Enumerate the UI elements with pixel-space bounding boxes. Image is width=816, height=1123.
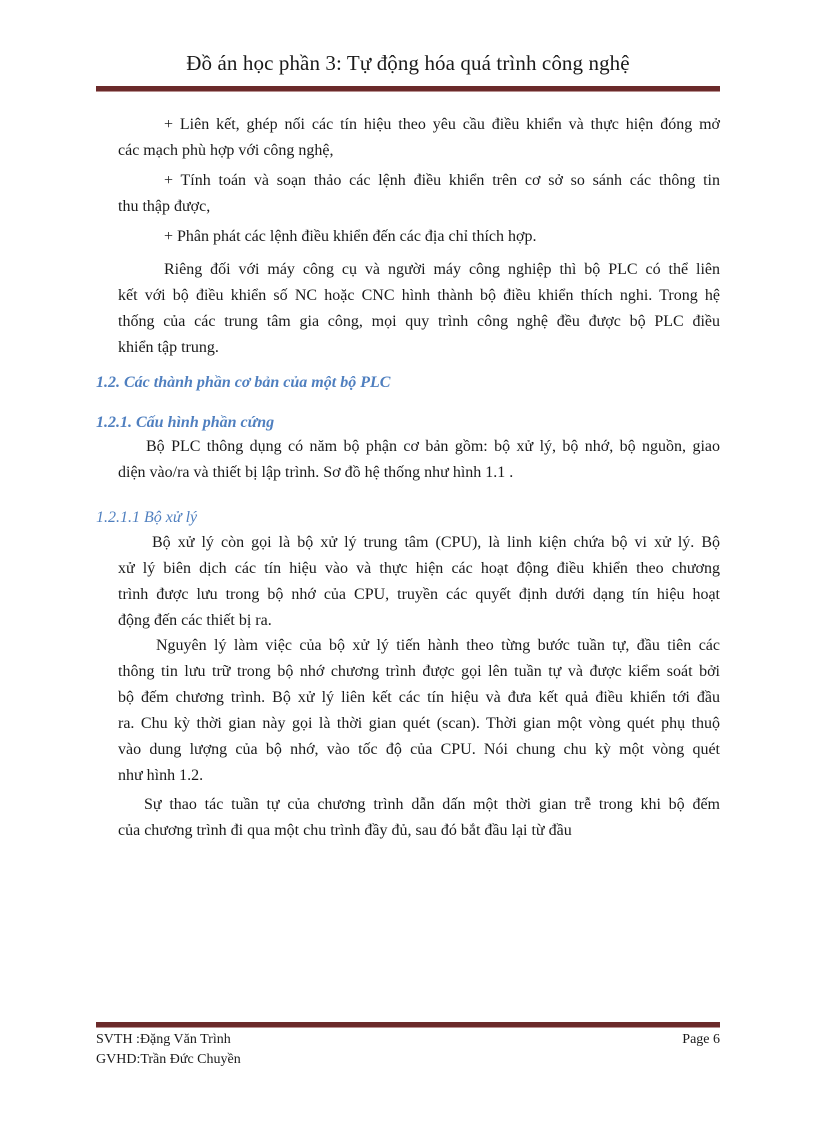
bullet-2 [96,168,720,220]
para1-line-3: thống của các trung tâm gia công, mọi quy trình công nghệ đều được bộ PLC điều [118,313,720,330]
para5-line-2: của chương trình đi qua một chu trình đầy đủ, sau đó bắt đầu lại từ đầu [118,822,572,839]
paragraph-hardware-config [96,434,720,486]
para3-line-1: Bộ xử lý còn gọi là bộ xử lý trung tâm (CPU), là linh kiện chứa bộ vi xử lý. Bộ [152,534,720,551]
page-header-title: Đồ án học phần 3: Tự động hóa quá trình công nghệ [186,51,630,75]
bullet-2-line-1: + Tính toán và soạn thảo các lệnh điều khiển trên cơ sở so sánh các thông tin [164,172,720,189]
para5-line-1: Sự thao tác tuần tự của chương trình dẫn dấn một thời gian trễ trong khi bộ đếm [144,796,720,813]
bullet-2-line-2: thu thập được, [118,198,211,215]
paragraph-cpu [96,530,720,634]
bullet-3-line-1: + Phân phát các lệnh điều khiển đến các địa chỉ thích hợp. [164,228,537,245]
bullet-1-line-2: các mạch phù hợp với công nghệ, [118,142,334,159]
section-heading-1-2-1: 1.2.1. Cấu hình phần cứng [96,414,275,431]
para1-line-4: khiển tập trung. [118,339,219,356]
paragraph-plc-machine-tools [96,257,720,361]
para1-line-1: Riêng đối với máy công cụ và người máy công nghiệp thì bộ PLC có thể liên [164,261,720,278]
para3-line-4: động đến các thiết bị ra. [118,612,272,629]
footer-page-number: Page 6 [682,1032,720,1047]
bullet-3 [96,224,720,250]
paragraph-sequential-operation [96,792,720,844]
para3-line-3: trình được lưu trong bộ nhớ của CPU, truyền các quyết định dưới dạng tín hiệu hoạt [118,586,720,603]
footer-divider [96,1022,720,1028]
header-divider [96,86,720,92]
footer-student: SVTH :Đặng Văn Trình [96,1032,231,1047]
para4-line-1: Nguyên lý làm việc của bộ xử lý tiến hành theo từng bước tuần tự, đầu tiên các [156,637,720,654]
para4-line-4: ra. Chu kỳ thời gian này gọi là thời gian quét (scan). Thời gian một vòng quét phụ thuộ [118,715,720,732]
section-heading-1-2: 1.2. Các thành phần cơ bản của một bộ PLC [96,374,391,391]
para4-line-3: bộ đếm chương trình. Bộ xử lý liên kết các tín hiệu và đưa kết quả điều khiển tới đầu [118,689,720,706]
bullet-1-line-1: + Liên kết, ghép nối các tín hiệu theo yêu cầu điều khiển và thực hiện đóng mở [164,116,720,133]
para2-line-2: diện vào/ra và thiết bị lập trình. Sơ đồ hệ thống như hình 1.1 . [118,464,514,481]
para1-line-2: kết với bộ điều khiển số NC hoặc CNC hình thành bộ điều khiển thích nghi. Trong hệ [118,287,720,304]
bullet-1 [96,112,720,164]
para4-line-5: vào dung lượng của bộ nhớ, vào tốc độ của CPU. Nói chung chu kỳ một vòng quét [118,741,720,758]
para3-line-2: xử lý biên dịch các tín hiệu vào và thực hiện các hoạt động điều khiển theo chương [118,560,720,577]
section-heading-1-2-1-1: 1.2.1.1 Bộ xử lý [96,509,198,526]
para4-line-6: như hình 1.2. [118,767,204,784]
para4-line-2: thông tin lưu trữ trong bộ nhớ chương trình được gọi lên tuần tự và được kiểm soát bởi [118,663,720,680]
paragraph-working-principle [96,633,720,789]
footer-supervisor: GVHD:Trần Đức Chuyền [96,1052,241,1067]
para2-line-1: Bộ PLC thông dụng có năm bộ phận cơ bản gồm: bộ xử lý, bộ nhớ, bộ nguồn, giao [146,438,720,455]
